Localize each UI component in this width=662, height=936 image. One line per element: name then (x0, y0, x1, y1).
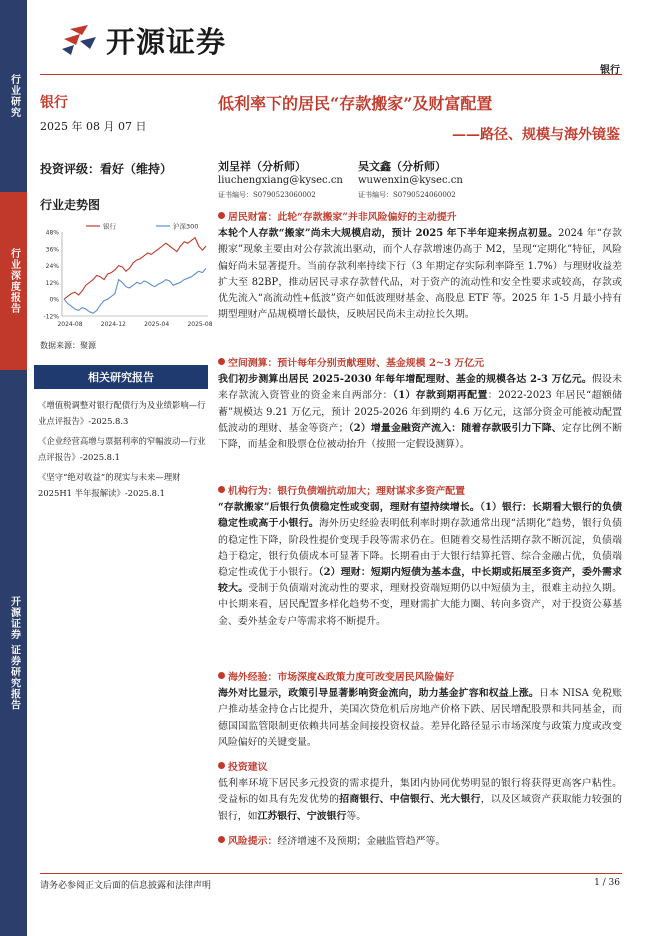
risk-paragraph: 风险提示：经济增速不及预期；金融监管趋严等。 (218, 834, 622, 850)
legend-label: 沪深300 (173, 222, 199, 231)
trend-chart (36, 220, 212, 330)
analyst-2 (358, 160, 463, 202)
section-risk (218, 834, 622, 850)
brand-logo (58, 20, 226, 61)
y-tick-label: 12% (45, 279, 59, 287)
report-title: 低利率下的居民“存款搬家”及财富配置 (218, 94, 493, 113)
series-line-1 (64, 268, 206, 313)
analyst-cert: 证书编号：S0790523060002 (218, 191, 316, 199)
y-tick-label: -12% (43, 313, 59, 321)
sidebar-middle (0, 192, 27, 370)
sidebar-middle-text: 行业深度报告 (8, 248, 20, 314)
x-tick-label: 2024-08 (57, 321, 83, 328)
related-report-item[interactable]: 《坚守“绝对收益”的现实与未来—理财 2025H1 半年报解读》-2025.8.1 (38, 472, 181, 498)
section-heading: 海外经验：市场深度&政策力度可改变居民风险偏好 (218, 670, 622, 686)
section-institutions (218, 484, 622, 630)
related-reports-header: 相关研究报告 (34, 365, 208, 389)
section-paragraph: 低利率环境下居民多元投资的需求提升，集团内协同优势明显的银行将获得更高客户粘性。受益标的如具有先发优势的招商银行、中信银行、光大银行，以及区域资产获取能力较强的银行，如江苏银行、宁波银行等。 (218, 778, 622, 822)
footer-disclaimer[interactable]: 请务必参阅正文后面的信息披露和法律声明 (40, 881, 212, 891)
section-heading: 机构行为：银行负债端抗动加大；理财谋求多资产配置 (218, 484, 622, 500)
bullet-icon (218, 212, 225, 219)
analyst-name: 刘呈祥（分析师） (218, 160, 306, 173)
section-wealth (218, 210, 622, 323)
sidebar-bottom (0, 370, 27, 936)
y-tick-label: 24% (45, 263, 59, 271)
related-report-item[interactable]: 《增值税调整对银行配债行为及业绩影响—行业点评报告》-2025.8.3 (38, 400, 206, 426)
section-paragraph: “存款搬家”后银行负债稳定性或变弱，理财有望持续增长。（1）银行：长期看大银行的负债稳定性或高于小银行。海外历史经验表明低利率时期存款通常出现“活期化”趋势，银行负债的稳定性下降，阶段性提价变现手段等需求仍在。但随着交易性活期存款不断沉淀，负债端趋于稳定，银行负债成本可显著下降。长期看由于大银行结算托管、综合金融占优，负债端稳定性或优于小银行。（2）理财：短期内短债为基本盘，中长期或拓展至多资产，委外需求较大。受制于负债端对流动性的要求，理财投资端短期仍以中短债为主，很难主动拉久期。中长期来看，居民配置多样化趋势不变，理财需扩大能力圈、转向多资产，对于投资公募基金、委外基金专户等需求将不断提升。 (218, 502, 622, 627)
header-divider (40, 74, 622, 75)
sidebar (0, 0, 27, 936)
x-tick-label: 2025-08 (187, 321, 212, 328)
sidebar-bottom-text: 开源证券 证券研究报告 (8, 595, 20, 711)
analyst-email[interactable]: liuchengxiang@kysec.cn (218, 175, 343, 186)
y-tick-label: 48% (45, 229, 59, 237)
related-reports-list (38, 397, 208, 501)
y-tick-label: 36% (45, 246, 59, 254)
y-tick-label: 0% (49, 296, 59, 304)
section-heading: 居民财富：此轮“存款搬家”并非风险偏好的主动提升 (218, 210, 622, 226)
bullet-icon (218, 486, 225, 493)
section-paragraph: 海外对比显示，政策引导显著影响资金流向，助力基金扩容和权益上涨。日本 NISA 免税账户推动基金持仓占比提升，美国次贷危机后房地产价格下跌、居民增配股票和共同基金，而德国国监管限制更依赖共同基金间接投资权益。差异化路径显示市场深度与政策力度或改变风险偏好的关键变量。 (218, 688, 622, 748)
brand-name: 开源证券 (106, 25, 227, 59)
analyst-name: 吴文鑫（分析师） (358, 160, 446, 173)
section-paragraph: 本轮个人存款“搬家”尚未大规模启动，预计 2025 年下半年迎来拐点初显。2024 年“存款搬家”现象主要由对公存款流出驱动，而个人存款增速仍高于 M2，呈现“定期化”特征，风险偏好尚未显著提升。当前存款利率持续下行（3 年期定存实际利率降至 1.7%）与理财收益差扩大至 82BP，推动居民寻求存款替代品，对于资产的流动性和安全性要求或较高，存款或优先流入“高流动性+低波”资产如低波理财基金、高股息 ETF 等。2025 年 1-5 月最小持有期型理财产品规模增长最快，反映居民尚未主动拉长久期。 (218, 228, 622, 321)
x-tick-label: 2025-04 (144, 321, 170, 328)
bullet-icon (218, 672, 225, 679)
chart-title: 行业走势图 (40, 198, 101, 212)
bullet-icon (218, 836, 225, 843)
trend-chart-svg (36, 220, 212, 330)
section-overseas (218, 670, 622, 751)
section-investment-advice (218, 760, 622, 825)
chart-source: 数据来源：聚源 (40, 341, 96, 350)
investment-rating: 投资评级：看好（维持） (40, 162, 173, 176)
footer-divider (40, 873, 622, 874)
section-heading: 投资建议 (218, 760, 622, 776)
sidebar-top (0, 0, 27, 192)
section-paragraph: 我们初步测算出居民 2025-2030 年每年增配理财、基金的规模各达 2-3 万亿元。假设未来存款流入资管业的资金来自两部分：（1）存款到期再配置：2022-2023 年居民“超额储蓄”规模达 9.21 万亿元，预计 2025-2026 年到期约 4.6 万亿元，这部分资金可能被动配置低波动的理财、基金等资产；（2）增量金融资产流入：随着存款吸引力下降、定存比例不断下降，而基金和股票仓位被动抬升（按照一定假设测算）。 (218, 374, 622, 451)
analyst-cert: 证书编号：S0790524060002 (358, 191, 456, 199)
related-report-item[interactable]: 《企业经营高增与票据利率的窄幅波动—行业点评报告》-2025.8.1 (38, 436, 206, 462)
legend-label: 银行 (103, 222, 116, 231)
section-heading: 空间测算：预计每年分别贡献理财、基金规模 2~3 万亿元 (218, 356, 622, 372)
analyst-1 (218, 160, 343, 202)
x-tick-label: 2024-12 (100, 321, 126, 328)
report-date: 2025 年 08 月 07 日 (40, 120, 147, 133)
header-tag: 银行 (600, 65, 620, 76)
industry-name: 银行 (40, 95, 68, 111)
bullet-icon (218, 358, 225, 365)
logo-mark-icon (58, 23, 102, 59)
report-subtitle: ——路径、规模与海外镜鉴 (452, 127, 620, 143)
series-line-0 (64, 238, 206, 300)
section-estimate (218, 356, 622, 453)
sidebar-top-text: 行业研究 (8, 74, 20, 118)
page-number: 1 / 36 (594, 878, 620, 888)
analyst-email[interactable]: wuwenxin@kysec.cn (358, 175, 463, 186)
bullet-icon (218, 762, 225, 769)
